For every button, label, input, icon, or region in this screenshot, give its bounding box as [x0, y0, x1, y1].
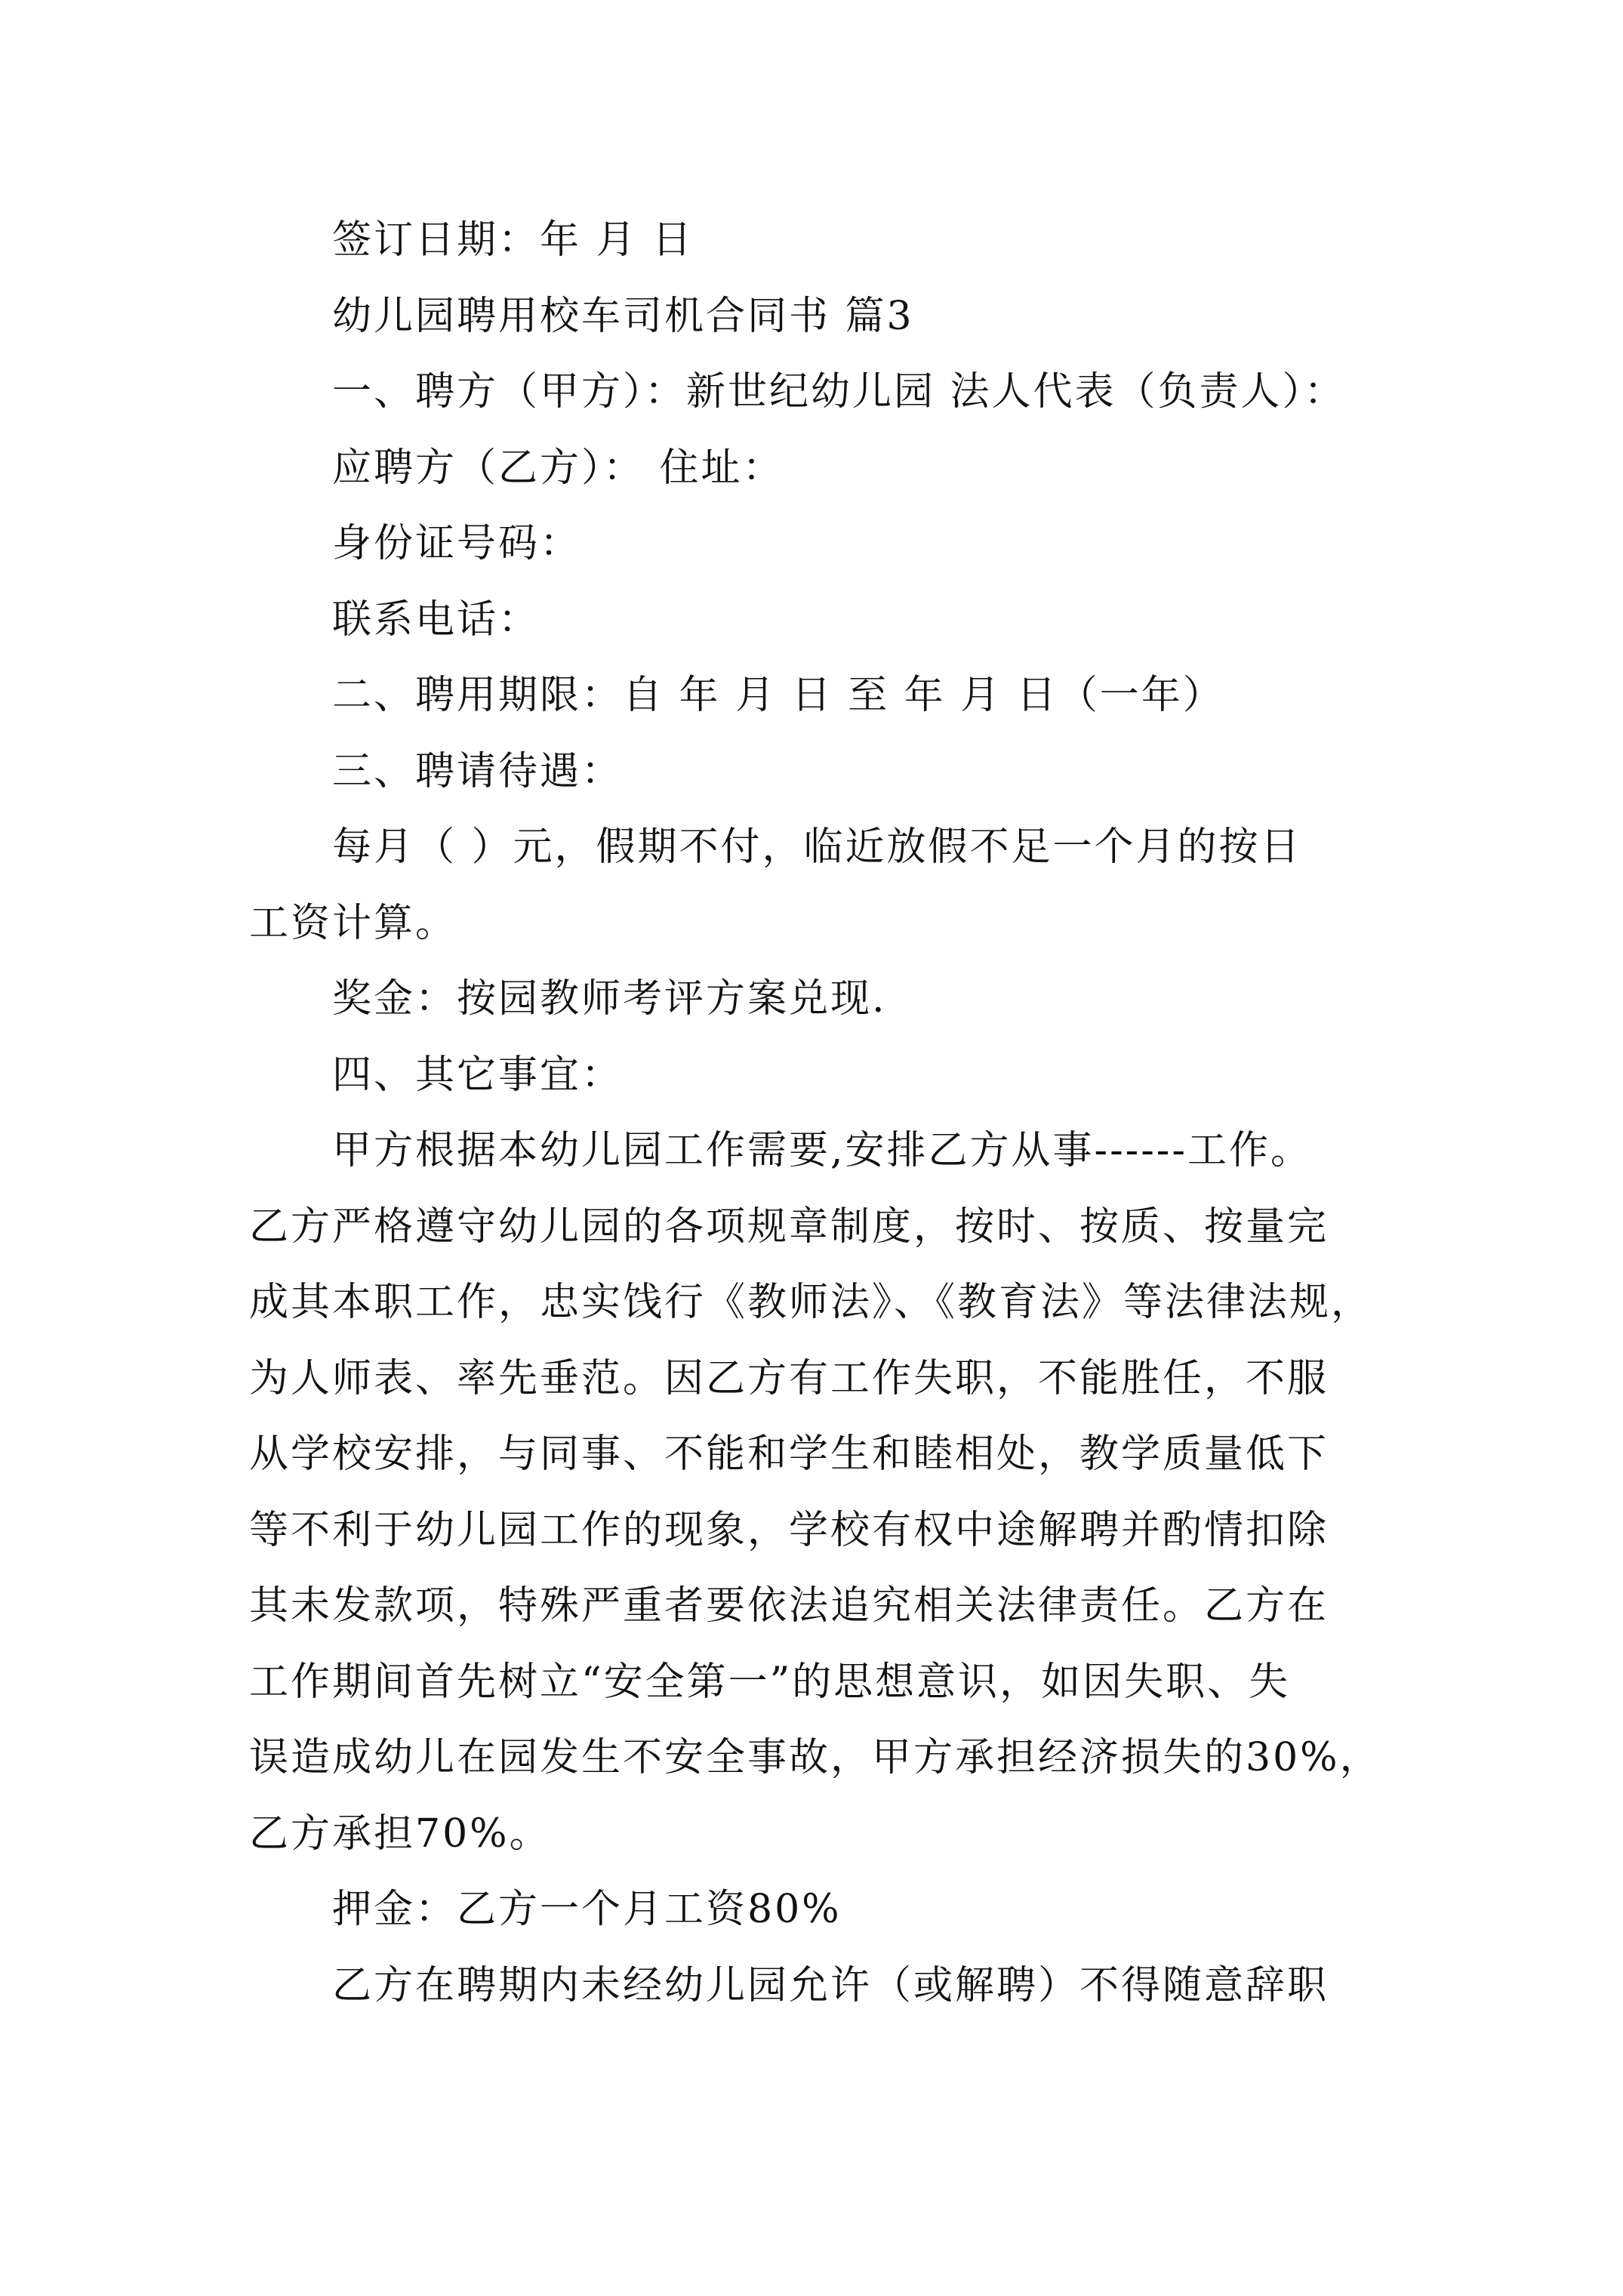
paragraph-sign-date — [249, 202, 1381, 279]
text-line: 四、其它事宜： — [332, 1052, 624, 1098]
text-line: 甲方根据本幼儿园工作需要,安排乙方从事------工作。 — [332, 1128, 1312, 1173]
text-line: 二、聘用期限：自 年 月 日 至 年 月 日（一年） — [332, 673, 1224, 718]
paragraph-deposit — [249, 1872, 1381, 1948]
document-body — [249, 202, 1381, 2023]
text-line: 身份证号码： — [332, 521, 582, 566]
paragraph-bonus — [249, 961, 1381, 1037]
paragraph-phone — [249, 582, 1381, 658]
text-line: 其未发款项，特殊严重者要依法追究相关法律责任。乙方在 — [249, 1583, 1329, 1629]
text-line: 从学校安排，与同事、不能和学生和睦相处，教学质量低下 — [249, 1432, 1329, 1477]
paragraph-resign — [249, 1948, 1381, 2024]
paragraph-id-number — [249, 506, 1381, 582]
text-line: 等不利于幼儿园工作的现象，学校有权中途解聘并酌情扣除 — [249, 1507, 1329, 1553]
text-line: 应聘方（乙方）： 住址： — [332, 445, 784, 491]
text-line: 奖金：按园教师考评方案兑现. — [332, 976, 887, 1022]
paragraph-duties — [249, 1113, 1381, 1872]
text-line: 一、聘方（甲方）：新世纪幼儿园 法人代表（负责人）： — [332, 369, 1346, 415]
text-line: 乙方严格遵守幼儿园的各项规章制度，按时、按质、按量完 — [249, 1203, 1329, 1250]
text-line: 成其本职工作，忠实饯行《教师法》、《教育法》等法律法规， — [249, 1280, 1373, 1325]
text-line: 每月（ ）元，假期不付，临近放假不足一个月的按日 — [332, 824, 1302, 870]
paragraph-other-title — [249, 1037, 1381, 1114]
text-line: 联系电话： — [332, 596, 540, 643]
paragraph-party-a — [249, 354, 1381, 430]
text-line: 幼儿园聘用校车司机合同书 篇3 — [332, 293, 914, 339]
text-line: 乙方在聘期内未经幼儿园允许（或解聘）不得随意辞职 — [332, 1962, 1329, 2008]
text-line: 误造成幼儿在园发生不安全事故，甲方承担经济损失的30%， — [249, 1735, 1381, 1780]
paragraph-heading — [249, 279, 1381, 355]
text-line: 工资计算。 — [249, 900, 457, 946]
text-line: 乙方承担70%。 — [249, 1811, 551, 1857]
text-line: 押金：乙方一个月工资80% — [332, 1887, 842, 1932]
paragraph-treatment-title — [249, 734, 1381, 810]
paragraph-party-b — [249, 430, 1381, 507]
text-line: 为人师表、率先垂范。因乙方有工作失职，不能胜任，不服 — [249, 1355, 1329, 1401]
paragraph-term — [249, 658, 1381, 734]
paragraph-salary — [249, 809, 1381, 961]
text-line: 三、聘请待遇： — [332, 748, 624, 794]
text-line: 工作期间首先树立“安全第一”的思想意识，如因失职、失 — [249, 1659, 1291, 1705]
text-line: 签订日期：年 月 日 — [332, 217, 694, 263]
